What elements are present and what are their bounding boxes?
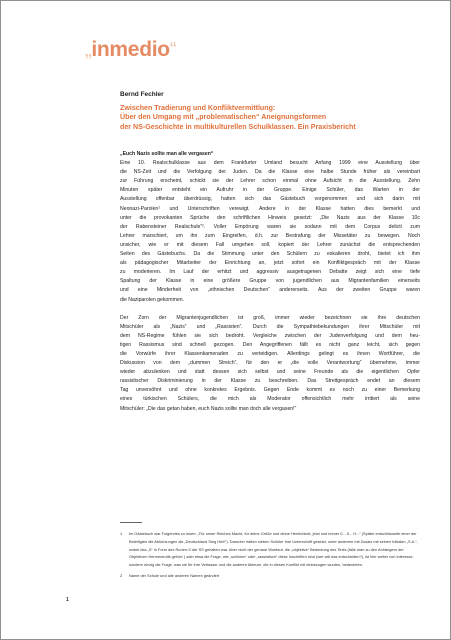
logo-name: inmedio <box>91 38 170 61</box>
text-line: der Rabensteiner Realschule“². Voller Empörung waren sie sodann mit dem Corpus delicti zum <box>120 223 420 230</box>
text-line: zu moderieren. Im Lauf der erhitzt und aggressiv ausgetragenen Debatte zeigt sich eine tiefe <box>120 269 420 276</box>
text-line: unter die provokanten Sprüche den schriftlichen Hinweis gesetzt: „Die Nazis aus der Klasse 10c <box>120 214 420 221</box>
title-line: Über den Umgang mit „problematischen“ Aneignungsformen <box>120 113 327 122</box>
text-line: Neonazi-Parolen¹ und Unterschriften verewigt. Andere in der Klasse hatten dies bemerkt und <box>120 205 420 212</box>
page-number: 1 <box>66 597 69 603</box>
text-line: unsicher, wie er mit diesem Fall umgehen soll, kopiert der Lehrer zunächst die entsprechenden <box>120 241 420 248</box>
text-line: und eine Minderheit von „ethnischen Deutschen“ andererseits. Aus der zweiten Gruppe waren <box>120 287 420 294</box>
text-line: dem NS-Regime fühlen sie sich bedroht. Vergleiche zwischen der Judenverfolgung und dem heu- <box>120 332 420 339</box>
text-line: Mitschüler: „Die das getan haben, euch Nazis sollte man doch alle vergasen!“ <box>120 405 297 412</box>
article-title <box>120 104 420 132</box>
article-body <box>120 150 420 414</box>
text-line: Mitschüler als „Nazis“ und „Rassisten“. Durch die Sympathiebekundungen ihrer Mitschüler mit <box>120 323 420 330</box>
footnote-text: Im Gästebuch war Folgendes zu lesen: „Für unser Reiches Macht, für deine Größe und deine Herrlichkeit, jetzt und immer 0... 5... H...“ (Später entschlüsselte einer der Beteiligten die Abkürzungen als „Deutschland Sieg Heil!“). Darunter hatten sieben Schüler ihre Unterschrift gesetzt, unter anderem mit Zusatz mit seinen Initialen „S.A.“, wobei das „S“ in Form des Runen-S der SS gehalten war. Aber nicht der genaue Wortlaut, die „objektive“ Bedeutung des Texts (falls man zu den Anhängern der Objektiven Hermeneutik gehört ) oder etwa die Frage, wie „schlimm“ oder „rassistisch“ diese Inschriften sind (wer will das entscheiden?), ist hier weiter von Interesse, sondern einzig die Frage, was sie für ihre Verfasser und die anderen Akteure, die in diesen Konflikt mit einbezogen wurden, bedeuteten. <box>129 531 418 568</box>
inmedio-logo <box>85 38 176 62</box>
footnote-rule <box>120 522 142 523</box>
text-line: Tag unversöhnt und ohne konkretes Ergebnis. Gegen Ende kommt es noch zu einer Bemerkung <box>120 387 420 394</box>
text-line: wieder abzulenken und statt dessen sich selbst und seine Freunde als die eigentlichen Opfer <box>120 369 420 376</box>
paragraph-2 <box>120 314 420 414</box>
footnote-number: 1 <box>120 531 123 536</box>
text-line: Der Zorn der Migrantenjugendlichen ist groß, immer wieder bezeichnen sie ihre deutschen <box>120 314 420 321</box>
footnote-2 <box>120 572 420 580</box>
footnote-number: 2 <box>120 572 123 578</box>
text-line: Spaltung der Klasse in eine größere Gruppe von jugendlichen aus Migrantenfamilien einerseits <box>120 278 420 285</box>
text-line: Minuten später entsteht ein Aufruhr in der Gruppe. Einige Schüler, das Warten in der <box>120 187 420 194</box>
text-line: rassistischer Diskriminierung in der Klasse zu beschreiben. Das Streitgespräch endet an diesem <box>120 378 420 385</box>
text-line: als pädagogischer Mitarbeiter der Einrichtung an, jetzt sofort ein Konfliktgespräch mit der Klasse <box>120 260 420 267</box>
logo-open-quote: „ <box>85 39 92 61</box>
text-line: die Naziparolen gekommen. <box>120 296 185 303</box>
author-name: Bernd Fechler <box>120 91 164 98</box>
title-line: Zwischen Tradierung und Konfliktvermittlung: <box>120 104 276 112</box>
text-line: die NS-Zeit und die Verfolgung der Juden. Da die Klasse eine halbe Stunde früher als vereinbart <box>120 169 420 176</box>
section-title: „Euch Nazis sollte man alle vergasen“ <box>120 151 214 157</box>
text-line: Lehrer marschiert, um ihn zum Eingreifen, d.h. zur Bestrafung der Missetäter zu bewegen. Noch <box>120 232 420 239</box>
title-line: der NS-Geschichte in multikulturellen Schulklassen. Ein Praxisbericht <box>120 122 356 131</box>
text-line: Diskussion von dem „dummen Streich“, für den er „die volle Verantwortung“ übernehme, immer <box>120 360 420 367</box>
text-line: zur Führung erscheint, schickt sie der Lehrer schon einmal ohne Aufsicht in die Ausstellung. Zehn <box>120 178 420 185</box>
text-line: eines türkischen Schülers, die mich als Moderator offensichtlich mehr irritiert als seine <box>120 396 420 403</box>
text-line: Seiten des Gästebuchs. Da die Stimmung unter den Schülern zu eskalieren droht, bietet ich ihm <box>120 251 420 258</box>
footnote-text: Name der Schule und alle anderen Namen geändert <box>129 572 220 578</box>
paragraph-1 <box>120 159 420 305</box>
footnote-1 <box>120 530 420 569</box>
text-line: Eine 10. Realschulklasse aus dem Frankfurter Umland besucht Anfang 1999 eine Ausstellung über <box>120 160 420 167</box>
footnotes <box>120 530 420 580</box>
text-line: Ausstellung offenbar überdrüssig, hatten sich das Gästebuch vorgenommen und sich darin mit <box>120 196 420 203</box>
text-line: die Vorwürfe ihrer Klassenkameraden zu verteidigen. Allerdings gelingt es ihnen Wortführer, die <box>120 350 420 357</box>
logo-close-quote: “ <box>169 39 177 61</box>
paragraph-gap <box>120 305 420 314</box>
text-line: tigen Rassismus sind schnell gezogen. Den Angegriffenen fällt es nicht ganz leicht, sich gegen <box>120 341 420 348</box>
